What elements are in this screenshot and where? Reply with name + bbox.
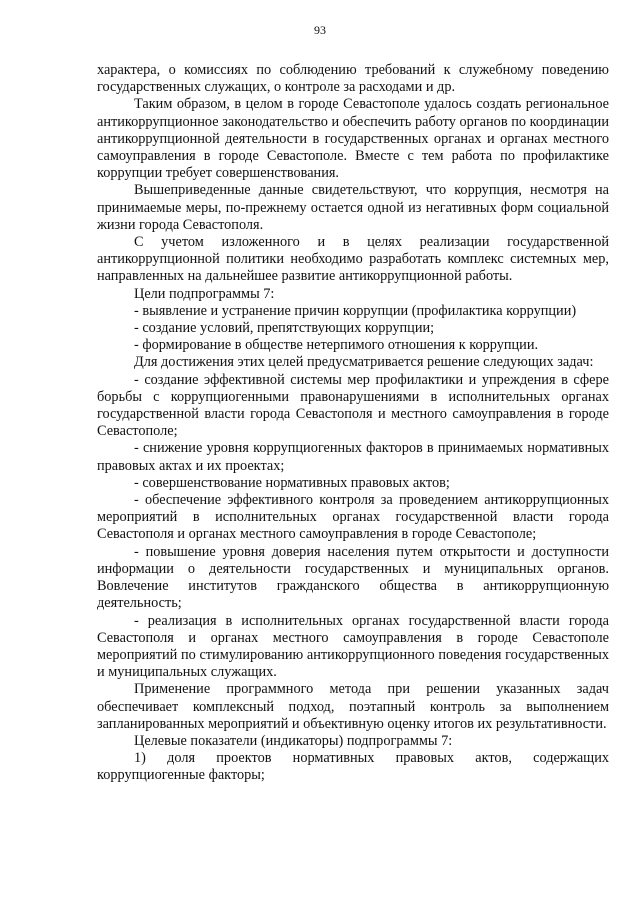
indicator-item: 1) доля проектов нормативных правовых актов, содержащих коррупциогенные факторы; bbox=[97, 750, 609, 784]
indicators-heading: Целевые показатели (индикаторы) подпрограммы 7: bbox=[134, 732, 453, 749]
goal-item: - создание условий, препятствующих коррупции; bbox=[134, 320, 435, 337]
paragraph: Таким образом, в целом в городе Севастополе удалось создать региональное антикоррупционное законодательство и обеспечить работу органов по координации антикоррупционной деятельности в государственных органах и органах местного самоуправления в городе Севастополе. Вместе с тем работа по профилактике коррупции требует совершенствования. bbox=[97, 96, 609, 182]
task-item: - обеспечение эффективного контроля за проведением антикоррупционных мероприятий в исполнительных органах государственной власти города Севастополя и органах местного самоуправления в городе Севастополе; bbox=[97, 492, 609, 543]
paragraph: Применение программного метода при решении указанных задач обеспечивает комплексный подход, поэтапный контроль за выполнением запланированных мероприятий и объективную оценку итогов их результативности. bbox=[97, 681, 609, 732]
task-item: - совершенствование нормативных правовых актов; bbox=[134, 474, 450, 491]
tasks-intro: Для достижения этих целей предусматривается решение следующих задач: bbox=[134, 354, 594, 371]
task-item: - снижение уровня коррупциогенных факторов в принимаемых нормативных правовых актах и их проектах; bbox=[97, 440, 609, 474]
page-number: 93 bbox=[314, 23, 326, 37]
goal-item: - выявление и устранение причин коррупции (профилактика коррупции) bbox=[134, 302, 577, 319]
document-body bbox=[97, 62, 609, 785]
paragraph: характера, о комиссиях по соблюдению требований к служебному поведению государственных служащих, о контроле за расходами и др. bbox=[97, 62, 609, 96]
task-item: - реализация в исполнительных органах государственной власти города Севастополя и органах местного самоуправления в городе Севастополе мероприятий по стимулированию антикоррупционного поведения государственных и муниципальных служащих. bbox=[97, 612, 609, 681]
task-item: - повышение уровня доверия населения путем открытости и доступности информации о деятельности государственных и муниципальных органов. Вовлечение институтов гражданского общества в антикоррупционную деятельность; bbox=[97, 543, 609, 612]
task-item: - создание эффективной системы мер профилактики и упреждения в сфере борьбы с коррупциогенными правонарушениями в исполнительных органах государственной власти города Севастополя и местного самоуправления в городе Севастополе; bbox=[97, 371, 609, 440]
goal-item: - формирование в обществе нетерпимого отношения к коррупции. bbox=[134, 337, 539, 354]
goals-heading: Цели подпрограммы 7: bbox=[134, 285, 275, 302]
paragraph: Вышеприведенные данные свидетельствуют, что коррупция, несмотря на принимаемые меры, по-прежнему остается одной из негативных форм социальной жизни города Севастополя. bbox=[97, 182, 609, 233]
paragraph: С учетом изложенного и в целях реализации государственной антикоррупционной политики необходимо разработать комплекс системных мер, направленных на дальнейшее развитие антикоррупционной работы. bbox=[97, 234, 609, 285]
